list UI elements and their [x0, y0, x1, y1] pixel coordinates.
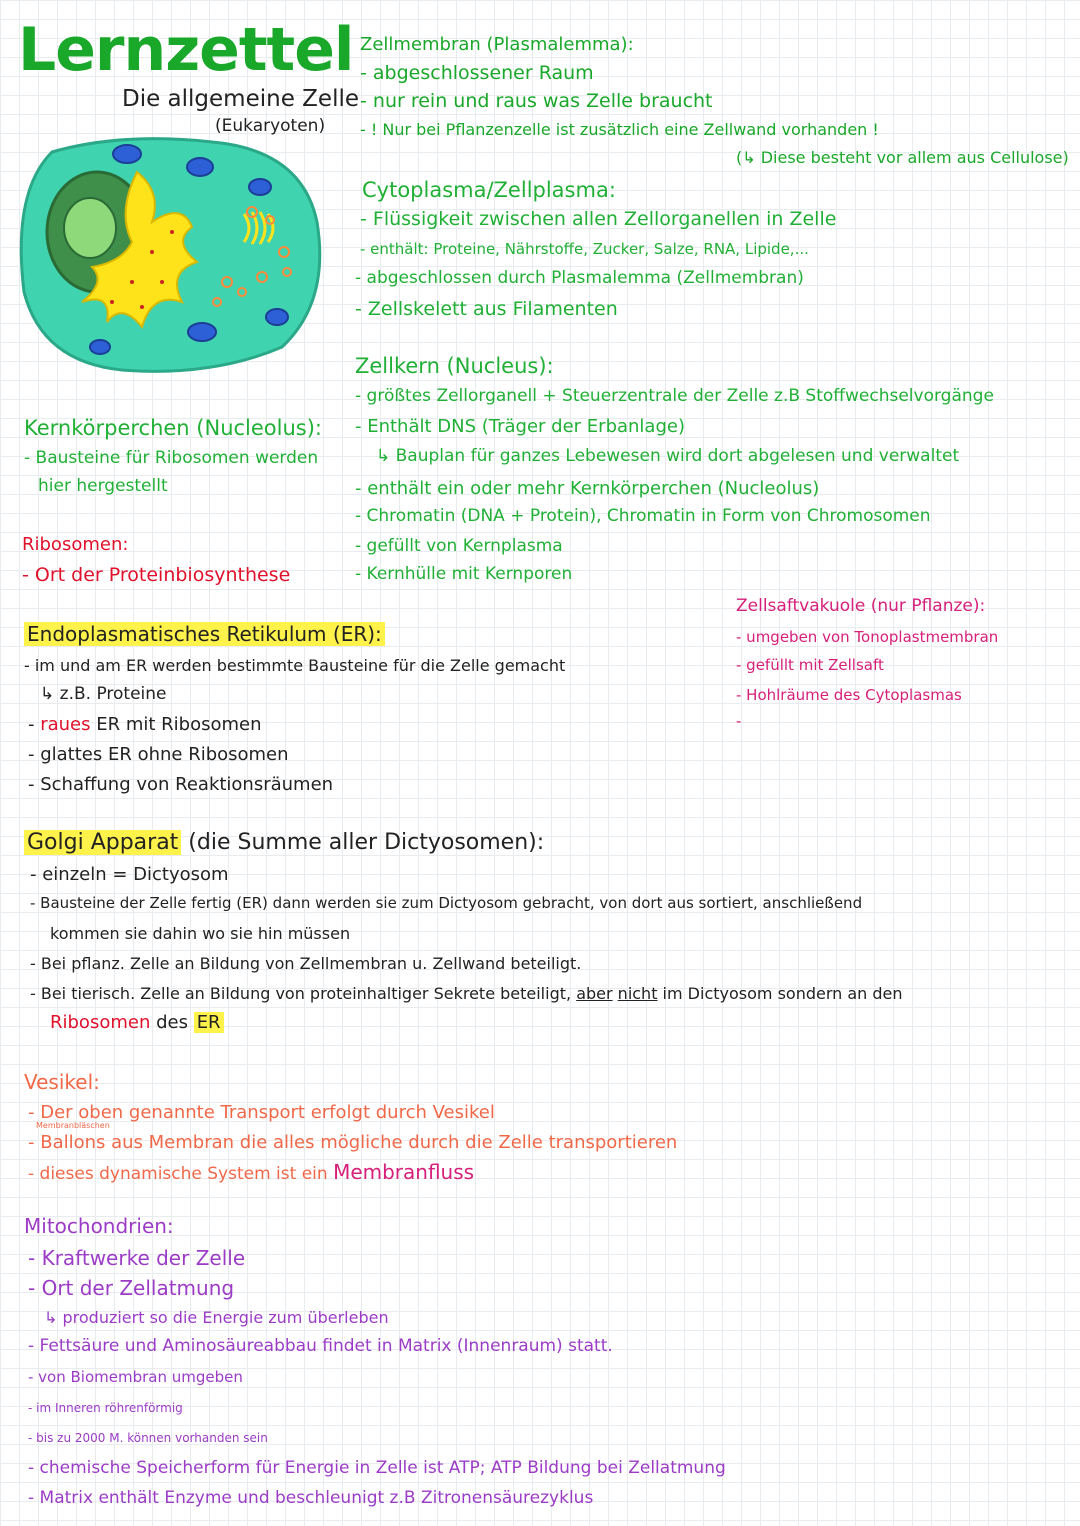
golgi-title-highlight: Golgi Apparat [24, 830, 181, 855]
vakuole-item: - [736, 712, 742, 730]
membran-title: Zellmembran (Plasmalemma): [360, 34, 634, 55]
vesikel-title: Vesikel: [24, 1070, 100, 1094]
vesikel-item: - Ballons aus Membran die alles mögliche durch die Zelle transportieren [28, 1132, 678, 1153]
vakuole-item: - umgeben von Tonoplastmembran [736, 628, 999, 646]
mito-item: - von Biomembran umgeben [28, 1368, 243, 1386]
vakuole-item: - gefüllt mit Zellsaft [736, 656, 884, 674]
er-item: - glattes ER ohne Ribosomen [28, 744, 289, 765]
golgi-er: ER [194, 1012, 224, 1033]
cytoplasma-item: - enthält: Proteine, Nährstoffe, Zucker, Salze, RNA, Lipide,... [360, 240, 809, 258]
subtitle-text: Die allgemeine Zelle [122, 86, 360, 112]
zellkern-title: Zellkern (Nucleus): [355, 354, 554, 378]
cytoplasma-item: - abgeschlossen durch Plasmalemma (Zellmembran) [355, 268, 804, 288]
golgi-title [24, 832, 544, 854]
zellkern-item: - Kernhülle mit Kernporen [355, 564, 573, 584]
membran-item: - nur rein und raus was Zelle braucht [360, 90, 713, 112]
er-title [24, 624, 385, 644]
mito-item: - Ort der Zellatmung [28, 1276, 235, 1300]
vesikel-small-note: Membranbläschen [36, 1121, 110, 1130]
membran-item: - ! Nur bei Pflanzenzelle ist zusätzlich eine Zellwand vorhanden ! [360, 120, 879, 139]
golgi-aber: aber [576, 984, 613, 1003]
er-item: - Schaffung von Reaktionsräumen [28, 774, 334, 795]
vesikel-membranfluss: Membranfluss [333, 1160, 475, 1184]
golgi-tail: im Dictyosom sondern an den [657, 984, 903, 1003]
membran-item: (↳ Diese besteht vor allem aus Cellulose) [736, 148, 1069, 167]
vakuole-title: Zellsaftvakuole (nur Pflanze): [736, 596, 986, 616]
vesikel-item: - Der oben genannte Transport erfolgt durch Vesikel [28, 1102, 495, 1123]
zellkern-item: - gefüllt von Kernplasma [355, 536, 563, 556]
membran-item: - abgeschlossener Raum [360, 62, 594, 84]
mito-item: - Fettsäure und Aminosäureabbau findet in Matrix (Innenraum) statt. [28, 1336, 613, 1356]
golgi-title-rest: (die Summe aller Dictyosomen): [181, 830, 545, 855]
er-title-text: Endoplasmatisches Retikulum (ER): [24, 622, 385, 646]
mito-item: - Kraftwerke der Zelle [28, 1246, 246, 1270]
zellkern-item: - Chromatin (DNA + Protein), Chromatin in Form von Chromosomen [355, 506, 931, 526]
er-rau-prefix: - [28, 714, 41, 735]
er-item-raues [28, 716, 262, 734]
kernkoerperchen-item: hier hergestellt [38, 476, 168, 496]
zellkern-item: - enthält ein oder mehr Kernkörperchen (Nucleolus) [355, 478, 820, 499]
golgi-item-last [50, 1014, 224, 1032]
vesikel-item-last [28, 1162, 474, 1183]
zellkern-item: - größtes Zellorganell + Steuerzentrale der Zelle z.B Stoffwechselvorgänge [355, 386, 994, 406]
cytoplasma-item: - Zellskelett aus Filamenten [355, 298, 618, 320]
kernkoerperchen-item: - Bausteine für Ribosomen werden [24, 448, 319, 468]
vesikel-last-a: - dieses dynamische System ist ein [28, 1164, 334, 1184]
cell-illustration [12, 132, 332, 382]
mito-item: - bis zu 2000 M. können vorhanden sein [28, 1431, 268, 1445]
er-rau-word: raues [40, 714, 91, 735]
kernkoerperchen-title: Kernkörperchen (Nucleolus): [24, 416, 323, 440]
ribosomen-item: - Ort der Proteinbiosynthese [22, 564, 291, 586]
golgi-nicht: nicht [617, 984, 658, 1003]
zellkern-item: - Enthält DNS (Träger der Erbanlage) [355, 416, 685, 437]
er-rau-rest: ER mit Ribosomen [90, 714, 262, 735]
golgi-item: - einzeln = Dictyosom [30, 864, 229, 885]
golgi-item: kommen sie dahin wo sie hin müssen [50, 924, 351, 943]
mito-title: Mitochondrien: [24, 1214, 174, 1238]
ribosomen-title: Ribosomen: [22, 534, 129, 555]
golgi-item: - Bei pflanz. Zelle an Bildung von Zellmembran u. Zellwand beteiligt. [30, 954, 582, 973]
mito-item: ↳ produziert so die Energie zum überleben [44, 1308, 389, 1327]
golgi-item: - Bausteine der Zelle fertig (ER) dann werden sie zum Dictyosom gebracht, von dort aus sortiert, anschließend [30, 894, 863, 912]
er-item: ↳ z.B. Proteine [40, 684, 167, 704]
zellkern-item: ↳ Bauplan für ganzes Lebewesen wird dort abgelesen und verwaltet [376, 446, 960, 466]
golgi-ribosomen: Ribosomen [50, 1012, 151, 1033]
page-title: Lernzettel [18, 15, 354, 85]
cytoplasma-item: - Flüssigkeit zwischen allen Zellorganellen in Zelle [360, 208, 837, 230]
cytoplasma-title: Cytoplasma/Zellplasma: [362, 178, 616, 202]
vakuole-item: - Hohlräume des Cytoplasmas [736, 686, 962, 704]
mito-item: - Matrix enthält Enzyme und beschleunigt z.B Zitronensäurezyklus [28, 1488, 594, 1508]
er-item: - im und am ER werden bestimmte Bausteine für die Zelle gemacht [24, 656, 566, 675]
golgi-tierisch-text: - Bei tierisch. Zelle an Bildung von proteinhaltiger Sekrete beteiligt, [30, 984, 572, 1003]
golgi-des: des [150, 1012, 194, 1033]
page-subtitle-note: (Eukaryoten) [215, 116, 326, 136]
golgi-item-tierisch [30, 986, 903, 1002]
mito-item: - im Inneren röhrenförmig [28, 1401, 183, 1415]
page-subtitle [122, 88, 359, 111]
mito-item: - chemische Speicherform für Energie in Zelle ist ATP; ATP Bildung bei Zellatmung [28, 1458, 726, 1478]
